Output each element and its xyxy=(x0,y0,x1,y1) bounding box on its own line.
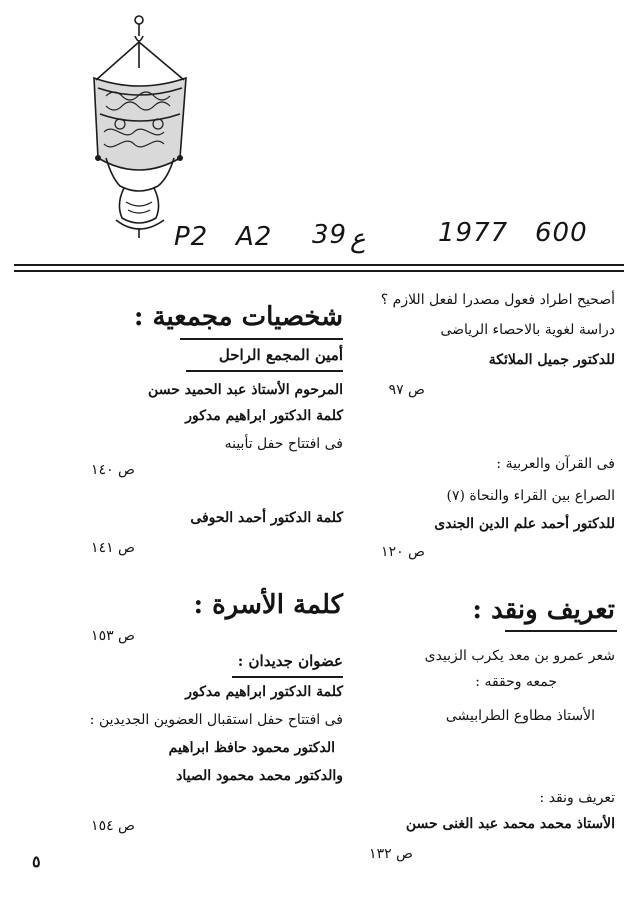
subsection3-title: عضوان جديدان : xyxy=(237,652,343,670)
header-rule-top xyxy=(14,264,624,266)
article2-page: ص ١٢٠ xyxy=(381,544,425,560)
subsection2-line: كلمة الدكتور أحمد الحوفى xyxy=(190,510,343,526)
article3-title: شعر عمرو بن معد يكرب الزبيدى xyxy=(424,648,615,664)
article2-title: الصراع بين القراء والنحاة (٧) xyxy=(446,488,615,504)
subsection1-line2: كلمة الدكتور ابراهيم مدكور xyxy=(185,408,343,424)
section-personalities-title: شخصيات مجمعية : xyxy=(133,302,343,332)
article2-heading: فى القرآن والعربية : xyxy=(496,456,615,472)
call-number-5: 1977 xyxy=(438,218,509,248)
subsection1-line1: المرحوم الأستاذ عبد الحميد حسن xyxy=(148,382,343,398)
subsection3-line3: الدكتور محمود حافظ ابراهيم xyxy=(168,740,335,756)
section-family-title: كلمة الأسرة : xyxy=(193,590,343,620)
call-number-6: 600 xyxy=(535,218,588,248)
article3-note: جمعه وحققه : xyxy=(475,674,557,690)
article3-author: الأستاذ مطاوع الطرابيشى xyxy=(445,708,595,724)
mosque-lamp-illustration xyxy=(76,6,206,242)
section-personalities-underline xyxy=(180,338,343,340)
article1-author: للدكتور جميل الملائكة xyxy=(488,352,615,368)
subsection3-page: ص ١٥٤ xyxy=(91,818,135,834)
article1-subtitle: دراسة لغوية بالاحصاء الرياضى xyxy=(440,322,615,338)
section-review-title: تعريف ونقد : xyxy=(472,595,615,625)
call-number-2: A2 xyxy=(236,222,273,252)
call-number-1: P2 xyxy=(174,222,209,252)
call-number-3: 39 xyxy=(312,220,348,250)
subsection2-page: ص ١٤١ xyxy=(91,540,135,556)
article1-page: ص ٩٧ xyxy=(388,382,425,398)
page-number: ٥ xyxy=(32,852,41,871)
subsection3-line4: والدكتور محمد محمود الصياد xyxy=(176,768,343,784)
article4-heading: تعريف ونقد : xyxy=(539,790,615,806)
article4-page: ص ١٣٢ xyxy=(369,846,413,862)
subsection1-line3: فى افتتاح حفل تأبينه xyxy=(224,436,343,452)
subsection3-line1: كلمة الدكتور ابراهيم مدكور xyxy=(185,684,343,700)
subsection1-title: أمين المجمع الراحل xyxy=(218,346,343,364)
article1-title: أصحيح اطراد فعول مصدرا لفعل اللازم ؟ xyxy=(380,292,615,308)
subsection3-underline xyxy=(232,676,343,678)
header-rule-bottom xyxy=(14,270,624,272)
call-number-4: ع xyxy=(350,224,366,254)
article2-author: للدكتور أحمد علم الدين الجندى xyxy=(434,516,615,532)
article4-author: الأستاذ محمد محمد عبد الغنى حسن xyxy=(405,816,615,832)
subsection1-underline xyxy=(186,370,343,372)
section-family-page: ص ١٥٣ xyxy=(91,628,135,644)
section-review-underline xyxy=(505,630,617,632)
subsection1-page: ص ١٤٠ xyxy=(91,462,135,478)
subsection3-line2: فى افتتاح حفل استقبال العضوين الجديدين : xyxy=(89,712,343,728)
